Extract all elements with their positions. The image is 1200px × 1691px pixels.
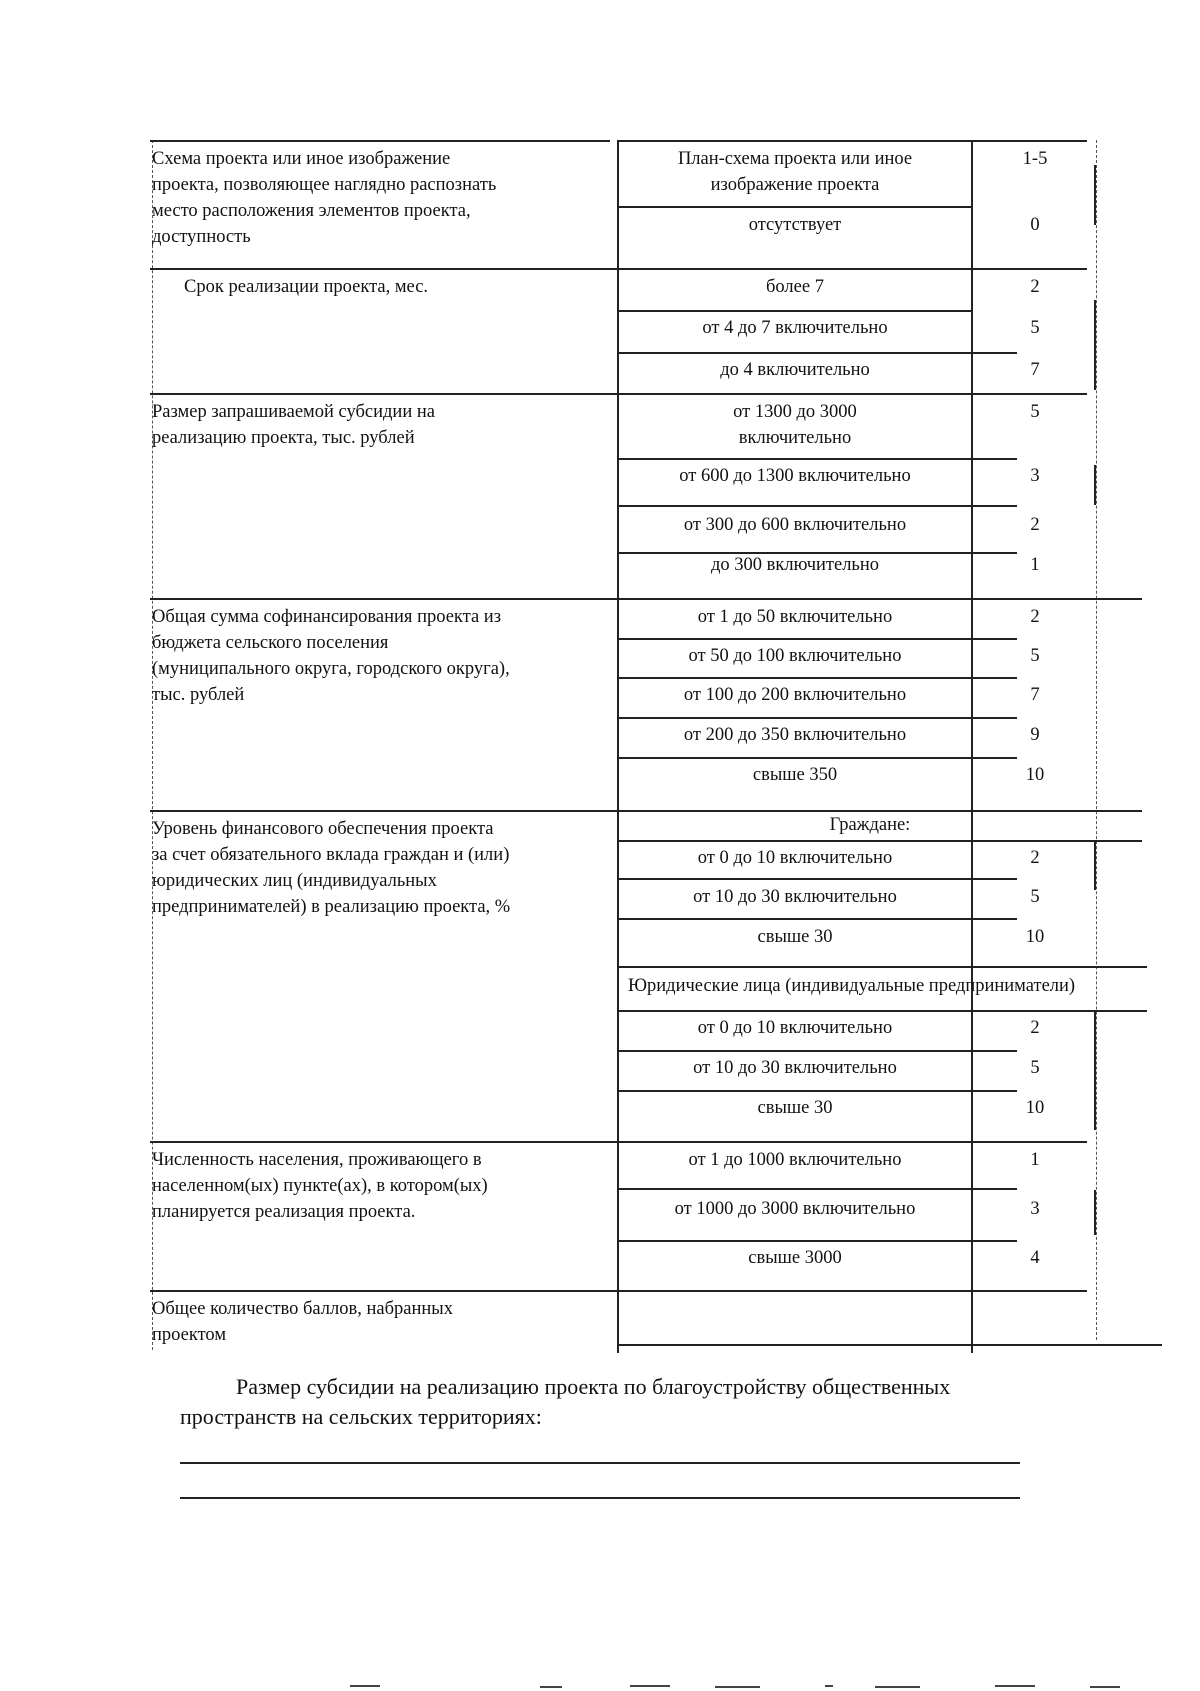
option-label: от 4 до 7 включительно bbox=[702, 318, 888, 338]
option-score: 5 bbox=[1030, 318, 1040, 338]
blank-line-1 bbox=[180, 1462, 1020, 1464]
option-label: от 300 до 600 включительно bbox=[683, 515, 907, 535]
option-score: 1 bbox=[1030, 1150, 1040, 1170]
option-score: 2 bbox=[1030, 607, 1040, 627]
option-label: до 4 включительно bbox=[720, 360, 870, 380]
option-score: 7 bbox=[1030, 685, 1040, 705]
option-label: свыше 350 bbox=[752, 765, 838, 785]
option-label: свыше 30 bbox=[757, 1098, 833, 1118]
option-label: до 300 включительно bbox=[710, 555, 880, 575]
criterion-total-score: Общее количество баллов, набранных проектом bbox=[152, 1299, 453, 1345]
option-label: отсутствует bbox=[748, 215, 842, 235]
option-score: 4 bbox=[1030, 1248, 1040, 1268]
option-score: 5 bbox=[1030, 1058, 1040, 1078]
option-score: 2 bbox=[1030, 848, 1040, 868]
criterion-population: Численность населения, проживающего в населенном(ых) пункте(ах), в котором(ых) планируется реализация проекта. bbox=[152, 1150, 488, 1222]
option-label: от 1300 до 3000 включительно bbox=[733, 402, 857, 448]
group-title-legal-entities: Юридические лица (индивидуальные предприниматели) bbox=[628, 976, 1076, 996]
option-score: 5 bbox=[1030, 887, 1040, 907]
option-label: от 0 до 10 включительно bbox=[697, 848, 893, 868]
criterion-subsidy-size: Размер запрашиваемой субсидии на реализацию проекта, тыс. рублей bbox=[152, 402, 435, 448]
option-label: от 1 до 1000 включительно bbox=[688, 1150, 902, 1170]
option-score: 10 bbox=[1025, 765, 1045, 785]
option-label: от 1000 до 3000 включительно bbox=[674, 1199, 916, 1219]
subsidy-size-text: Размер субсидии на реализацию проекта по благоустройству общественных пространств на сельских территориях: bbox=[180, 1374, 951, 1429]
option-label: План-схема проекта или иное изображение проекта bbox=[677, 149, 913, 195]
blank-line-2 bbox=[180, 1497, 1020, 1499]
option-label: свыше 3000 bbox=[748, 1248, 842, 1268]
option-score: 3 bbox=[1030, 1199, 1040, 1219]
option-score: 5 bbox=[1030, 402, 1040, 422]
option-label: от 200 до 350 включительно bbox=[683, 725, 907, 745]
criterion-project-scheme: Схема проекта или иное изображение проекта, позволяющее наглядно распознать место расположения элементов проекта, доступность bbox=[152, 149, 497, 247]
option-score: 1 bbox=[1030, 555, 1040, 575]
group-title-citizens: Граждане: bbox=[829, 815, 911, 835]
option-label: от 50 до 100 включительно bbox=[688, 646, 902, 666]
option-label: более 7 bbox=[766, 277, 824, 297]
option-score: 9 bbox=[1030, 725, 1040, 745]
option-score: 1-5 bbox=[1022, 149, 1048, 169]
option-label: от 600 до 1300 включительно bbox=[679, 466, 911, 486]
option-score: 10 bbox=[1025, 927, 1045, 947]
option-label: от 0 до 10 включительно bbox=[697, 1018, 893, 1038]
option-label: от 1 до 50 включительно bbox=[697, 607, 893, 627]
option-label: от 10 до 30 включительно bbox=[693, 887, 897, 907]
option-score: 2 bbox=[1030, 515, 1040, 535]
option-score: 0 bbox=[1030, 215, 1040, 235]
option-score: 2 bbox=[1030, 277, 1040, 297]
option-label: от 10 до 30 включительно bbox=[693, 1058, 897, 1078]
option-label: свыше 30 bbox=[757, 927, 833, 947]
criterion-duration: Срок реализации проекта, мес. bbox=[184, 277, 429, 297]
criterion-cofinancing: Общая сумма софинансирования проекта из бюджета сельского поселения (муниципального округа, городского округа), тыс. рублей bbox=[152, 607, 510, 705]
option-score: 5 bbox=[1030, 646, 1040, 666]
criterion-financial-contribution: Уровень финансового обеспечения проекта за счет обязательного вклада граждан и (или) юридических лиц (индивидуальных предпринимателей) в реализацию проекта, % bbox=[152, 819, 511, 917]
option-label: от 100 до 200 включительно bbox=[683, 685, 907, 705]
option-score: 3 bbox=[1030, 466, 1040, 486]
option-score: 2 bbox=[1030, 1018, 1040, 1038]
option-score: 7 bbox=[1030, 360, 1040, 380]
option-score: 10 bbox=[1025, 1098, 1045, 1118]
